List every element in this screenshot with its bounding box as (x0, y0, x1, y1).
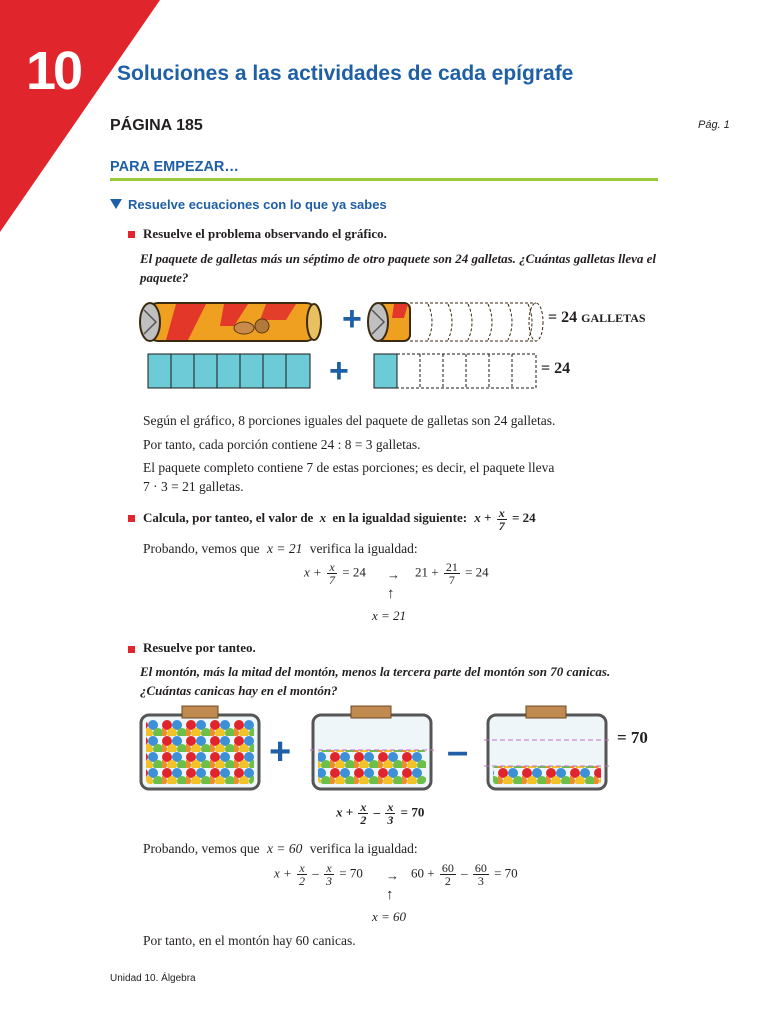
fraction (444, 561, 460, 586)
bullet-icon (128, 646, 135, 653)
bullet-icon (128, 231, 135, 238)
full-package-bar (148, 354, 310, 388)
probe-text: verifica la igualdad: (309, 541, 418, 556)
exercise3-formula (336, 801, 424, 826)
denominator: 7 (498, 518, 505, 533)
exercise2-result: x = 21 (372, 608, 407, 623)
cookie-package-seventh-icon (368, 303, 543, 341)
numerator: x (299, 861, 305, 875)
equation-part: 21 + (415, 564, 439, 580)
minus-sign: – (447, 731, 469, 773)
equation-part: = 70 (339, 865, 363, 881)
exercise2-probe (143, 540, 418, 558)
equation-part: – (373, 804, 381, 820)
chapter-number: 10 (26, 41, 81, 101)
exercise2-equation-right (415, 561, 489, 586)
numerator: x (498, 505, 505, 520)
fraction (385, 801, 395, 826)
equation-part: = 70 (494, 865, 518, 881)
up-arrow-icon: ↑ (386, 887, 394, 903)
numerator: 21 (445, 560, 458, 574)
equation-part: – (312, 865, 319, 881)
equation-part: = 24 (511, 510, 536, 525)
exercise3-equation-right (411, 862, 518, 887)
right-arrow-icon: → (387, 567, 400, 582)
equation-part: = 24 (465, 564, 489, 580)
fraction (327, 561, 337, 586)
bullet-icon (128, 515, 135, 522)
section-heading: PARA EMPEZAR… (110, 159, 239, 175)
exercise2-task-text: en la igualdad siguiente: (332, 510, 468, 525)
denominator: 3 (387, 813, 394, 827)
figure-label-24: = 24 (541, 360, 571, 377)
triangle-down-icon (110, 199, 122, 209)
exercise1-line: Por tanto, cada porción contiene 24 : 8 = 3 galletas. (143, 437, 421, 452)
exercise3-result: x = 60 (372, 909, 407, 924)
fraction (297, 862, 307, 887)
numerator: x (387, 800, 394, 814)
fraction (358, 801, 368, 826)
exercise2-task (143, 504, 536, 532)
denominator: 2 (360, 813, 367, 827)
denominator: 7 (444, 573, 460, 586)
equation-part: x + (336, 804, 354, 820)
marbles-jars-figure (138, 704, 658, 794)
equation-part: = 24 (342, 564, 366, 580)
exercise3-problem: El montón, más la mitad del montón, menos la tercera parte del montón son 70 canicas. ¿Cuántas canicas hay en el montón? (140, 664, 611, 698)
exercise1-line: 7 · 3 = 21 galletas. (143, 479, 244, 494)
page-label: PÁGINA 185 (110, 117, 203, 134)
exercise3-equation-left (274, 862, 363, 887)
figure-label-24-galletas (548, 309, 646, 327)
fraction (497, 507, 507, 532)
equation-part: = 70 (400, 804, 425, 820)
numerator: x (329, 560, 335, 574)
probe-text: verifica la igualdad: (309, 841, 418, 856)
numerator: x (360, 800, 367, 814)
plus-sign: + (329, 352, 349, 390)
numerator: x (326, 861, 332, 875)
section-divider (110, 178, 658, 181)
numerator: 60 (441, 861, 454, 875)
exercise2-task-text: Calcula, por tanteo, el valor de (143, 510, 314, 525)
cookie-package-full-icon (140, 303, 321, 341)
fraction (440, 862, 456, 887)
probe-text: Probando, vemos que (143, 541, 260, 556)
exercise2-task-var: x (319, 510, 327, 525)
fraction (473, 862, 489, 887)
exercise1-problem: El paquete de galletas más un séptimo de otro paquete son 24 galletas. ¿Cuántas galletas lleva el paquete? (140, 251, 657, 285)
plus-sign: + (269, 731, 292, 773)
exercise1-line: Según el gráfico, 8 porciones iguales del paquete de galletas son 24 galletas. (143, 413, 556, 428)
denominator: 7 (329, 573, 336, 587)
subsection-heading (110, 197, 387, 212)
seventh-package-bar (374, 354, 536, 388)
page-title: Soluciones a las actividades de cada epígrafe (117, 62, 574, 85)
page-reference: Pág. 1 (698, 119, 730, 131)
equation-part: x + (274, 865, 292, 881)
up-arrow-icon: ↑ (387, 586, 395, 602)
equals-24-text: = 24 (548, 309, 578, 326)
subsection-text: Resuelve ecuaciones con lo que ya sabes (128, 197, 387, 212)
exercise1-task: Resuelve el problema observando el gráfico. (143, 226, 387, 241)
exercise1-line: El paquete completo contiene 7 de estas porciones; es decir, el paquete lleva (143, 460, 555, 475)
denominator: 3 (473, 874, 489, 887)
page-footer: Unidad 10. Álgebra (110, 973, 196, 984)
galletas-text: GALLETAS (581, 311, 646, 325)
equation-part: x + (304, 564, 322, 580)
equation-part: – (461, 865, 468, 881)
half-jar-icon (310, 706, 434, 789)
numerator: 60 (474, 861, 487, 875)
equation-part: x + (474, 510, 492, 525)
denominator: 2 (440, 874, 456, 887)
denominator: 2 (299, 874, 306, 888)
exercise2-equation-left (304, 561, 366, 586)
equation-part: 60 + (411, 865, 435, 881)
figure-label-70: = 70 (617, 728, 648, 747)
exercise3-conclusion: Por tanto, en el montón hay 60 canicas. (143, 933, 356, 948)
probe-value: x = 21 (266, 541, 303, 556)
third-jar-icon (484, 706, 612, 789)
probe-text: Probando, vemos que (143, 841, 260, 856)
denominator: 3 (326, 874, 333, 888)
plus-sign: + (342, 300, 362, 338)
exercise3-probe (143, 840, 418, 858)
exercise3-task: Resuelve por tanteo. (143, 640, 256, 655)
fraction (324, 862, 334, 887)
full-jar-icon (141, 706, 259, 789)
probe-value: x = 60 (266, 841, 303, 856)
right-arrow-icon: → (386, 868, 399, 883)
